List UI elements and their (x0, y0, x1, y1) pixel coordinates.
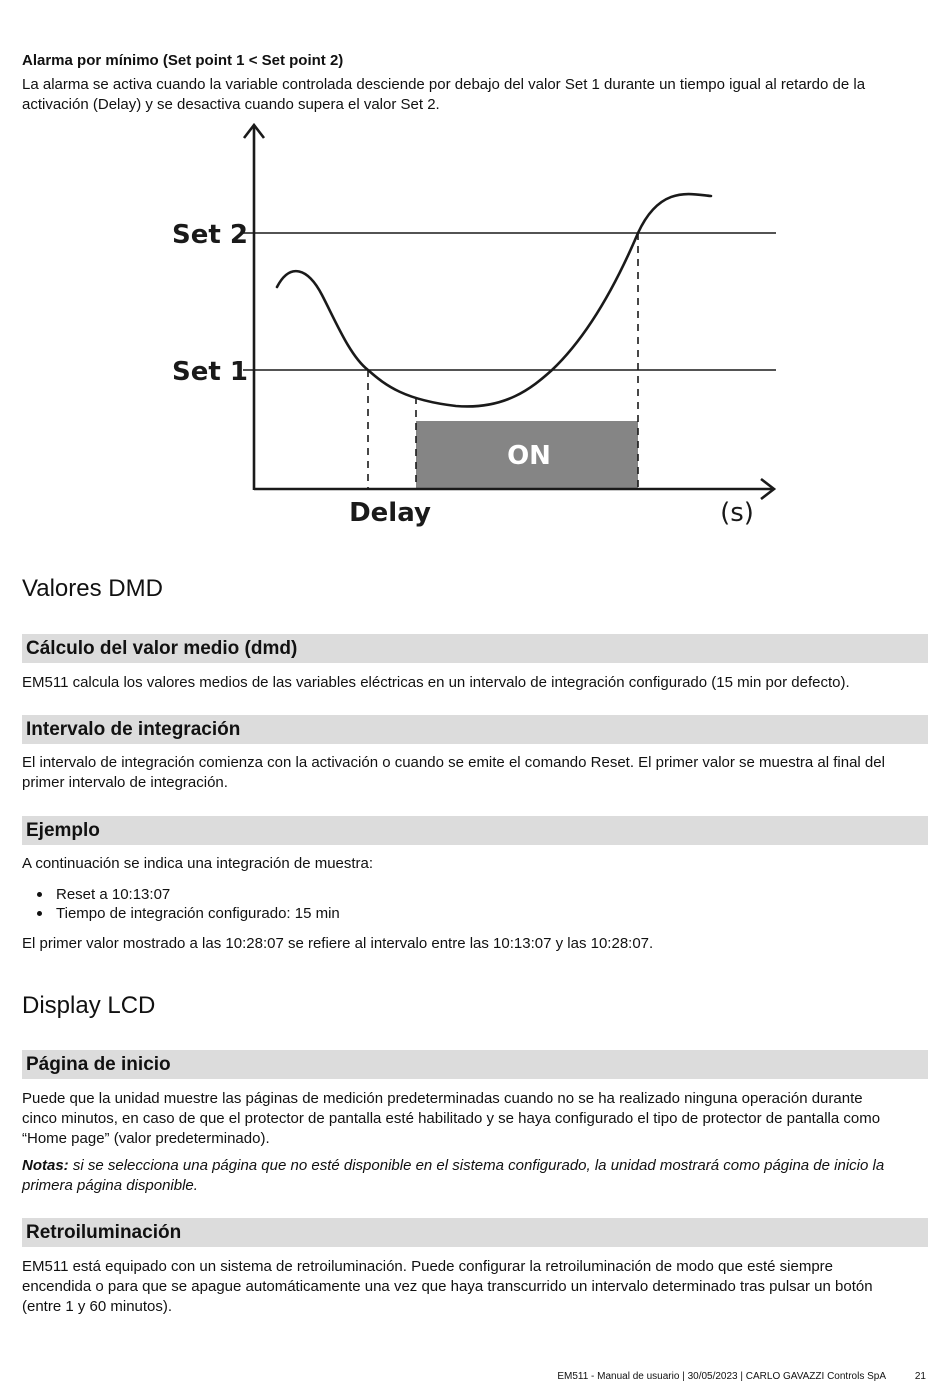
dmd-calc-band (22, 634, 928, 663)
lcd-backlight-band (22, 1218, 928, 1247)
list-item: Reset a 10:13:07 (22, 885, 340, 904)
alarm-heading: Alarma por mínimo (Set point 1 < Set point 2) (22, 52, 344, 69)
dmd-interval-text-line-2: primer intervalo de integración. (22, 774, 228, 791)
x-unit-label: (s) (720, 498, 754, 528)
footer-text: EM511 - Manual de usuario | 30/05/2023 | CARLO GAVAZZI Controls SpA (557, 1371, 886, 1382)
dmd-calc-heading: Cálculo del valor medio (dmd) (26, 638, 298, 659)
set1-label: Set 1 (172, 357, 248, 387)
note-label: Notas: (22, 1157, 69, 1174)
variable-curve (277, 194, 711, 406)
lcd-home-band (22, 1050, 928, 1079)
dmd-example-conclusion: El primer valor mostrado a las 10:28:07 se refiere al intervalo entre las 10:13:07 y las 10:28:07. (22, 935, 654, 952)
dmd-example-heading: Ejemplo (26, 820, 100, 841)
lcd-title: Display LCD (22, 992, 156, 1019)
alarm-text-line-2: activación (Delay) y se desactiva cuando supera el valor Set 2. (22, 96, 440, 113)
lcd-backlight-text-line-3: (entre 1 y 60 minutos). (22, 1298, 173, 1315)
dmd-interval-band (22, 715, 928, 744)
alarm-diagram (0, 115, 950, 535)
list-item: Tiempo de integración configurado: 15 min (22, 904, 340, 923)
page-number: 21 (914, 1371, 926, 1382)
lcd-home-heading: Página de inicio (26, 1054, 171, 1075)
lcd-backlight-text-line-1: EM511 está equipado con un sistema de retroiluminación. Puede configurar la retroiluminación de modo que esté siempre (22, 1258, 834, 1275)
dmd-interval-text-line-1: El intervalo de integración comienza con la activación o cuando se emite el comando Reset. El primer valor se muestra al final del (22, 754, 885, 771)
lcd-backlight-text-line-2: encendida o para que se apague automáticamente una vez que haya transcurrido un intervalo determinado tras pulsar un botón (22, 1278, 873, 1295)
lcd-home-text-line-1: Puede que la unidad muestre las páginas de medición predeterminadas cuando no se ha realizado ninguna operación durante (22, 1090, 863, 1107)
on-label: ON (507, 441, 551, 471)
dmd-interval-heading: Intervalo de integración (26, 719, 241, 740)
note-text: si se selecciona una página que no esté disponible en el sistema configurado, la unidad mostrará como página de inicio la (68, 1157, 885, 1174)
dmd-example-list (22, 885, 340, 923)
alarm-text-line-1: La alarma se activa cuando la variable controlada desciende por debajo del valor Set 1 durante un tiempo igual al retardo de la (22, 76, 866, 93)
lcd-home-note-line-2: primera página disponible. (22, 1177, 198, 1194)
dmd-calc-text: EM511 calcula los valores medios de las variables eléctricas en un intervalo de integración configurado (15 min por defecto). (22, 674, 850, 691)
dmd-title: Valores DMD (22, 575, 163, 602)
lcd-home-note-line-1 (22, 1156, 884, 1176)
delay-label: Delay (349, 498, 431, 528)
lcd-home-text-line-3: “Home page” (valor predeterminado). (22, 1130, 270, 1147)
dmd-example-band (22, 816, 928, 845)
lcd-backlight-heading: Retroiluminación (26, 1222, 182, 1243)
dmd-example-intro: A continuación se indica una integración de muestra: (22, 855, 374, 872)
set2-label: Set 2 (172, 220, 248, 250)
lcd-home-text-line-2: cinco minutos, en caso de que el protector de pantalla esté habilitado y se haya configurado el tipo de protector de pantalla como (22, 1110, 881, 1127)
